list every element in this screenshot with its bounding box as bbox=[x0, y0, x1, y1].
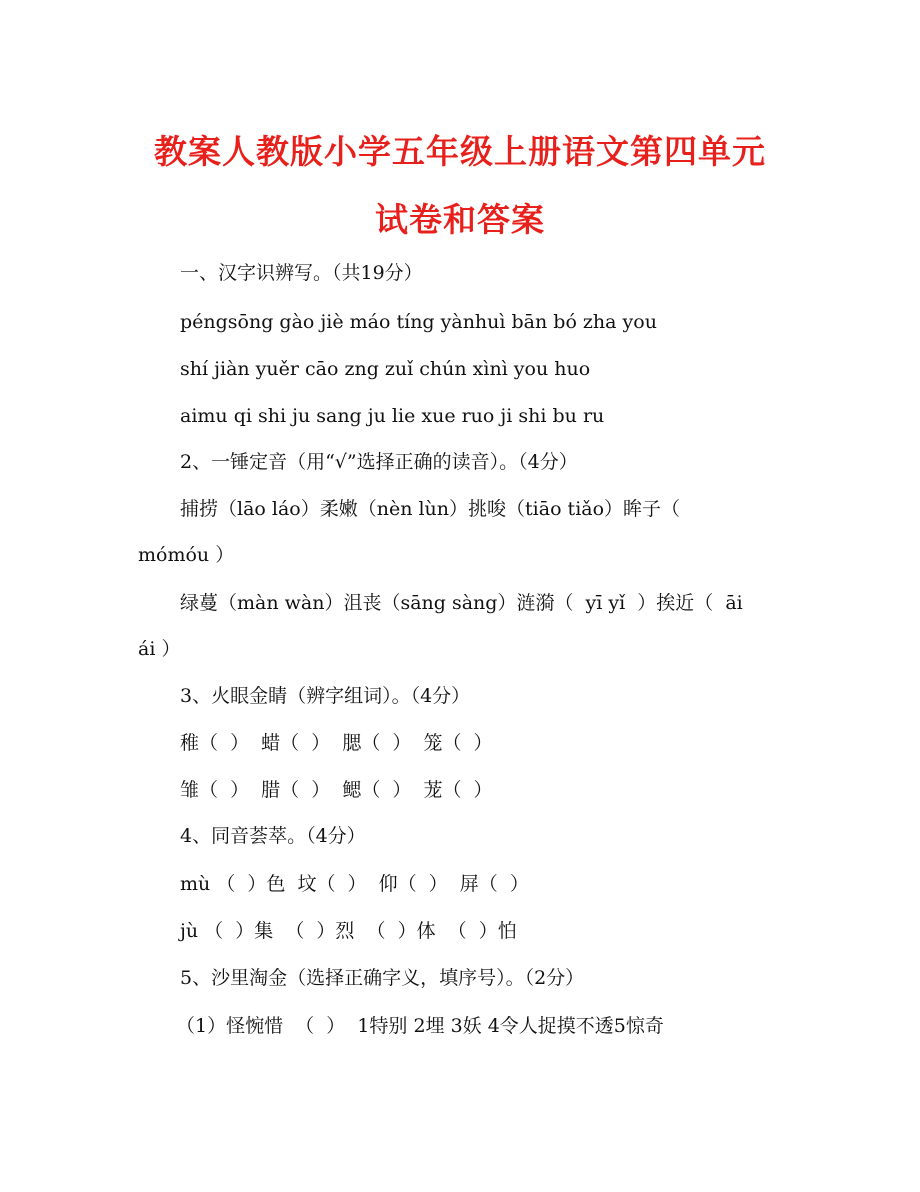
pinyin-line-1: péngsōng gào jiè máo tíng yànhuì bān bó zha you bbox=[180, 311, 657, 333]
meaning-question-1: （1）怪惋惜 （ ） 1特别 2埋 3妖 4令人捉摸不透5惊奇 bbox=[176, 1015, 664, 1037]
document-title-line-1: 教案人教版小学五年级上册语文第四单元 bbox=[154, 132, 766, 171]
pinyin-line-3: aimu qi shi ju sang ju lie xue ruo ji shi bu ru bbox=[180, 405, 605, 427]
pronunciation-line-1-wrap: mómóu ） bbox=[138, 544, 235, 566]
section-2-heading: 2、一锤定音（用“√”选择正确的读音）。（4分） bbox=[180, 451, 578, 473]
section-5-heading: 5、沙里淘金（选择正确字义，填序号）。（2分） bbox=[180, 967, 585, 989]
pronunciation-line-2-wrap: ái ） bbox=[138, 638, 181, 660]
character-pairs-line-1: 稚（ ） 蜡（ ） 腮（ ） 笼（ ） bbox=[180, 732, 493, 754]
section-3-heading: 3、火眼金睛（辨字组词）。（4分） bbox=[180, 685, 471, 707]
pronunciation-line-1: 捕捞（lāo láo）柔嫩（nèn lùn）挑唆（tiāo tiǎo）眸子（ bbox=[180, 498, 681, 520]
pinyin-line-2: shí jiàn yuěr cāo zng zuǐ chún xìnì you huo bbox=[180, 358, 591, 380]
section-1-heading: 一、汉字识辨写。（共19分） bbox=[180, 262, 423, 284]
homophone-line-1: mù （ ）色 坟（ ） 仰（ ） 屏（ ） bbox=[180, 873, 529, 895]
homophone-line-2: jù （ ）集 （ ）烈 （ ）体 （ ）怕 bbox=[180, 920, 517, 942]
pronunciation-line-2: 绿蔓（màn wàn）沮丧（sāng sàng）涟漪（ yī yǐ ）挨近（ āi bbox=[180, 592, 743, 614]
character-pairs-line-2: 雏（ ） 腊（ ） 鳃（ ） 茏（ ） bbox=[180, 779, 493, 801]
section-4-heading: 4、同音荟萃。（4分） bbox=[180, 825, 366, 847]
document-title-line-2: 试卷和答案 bbox=[375, 200, 545, 239]
